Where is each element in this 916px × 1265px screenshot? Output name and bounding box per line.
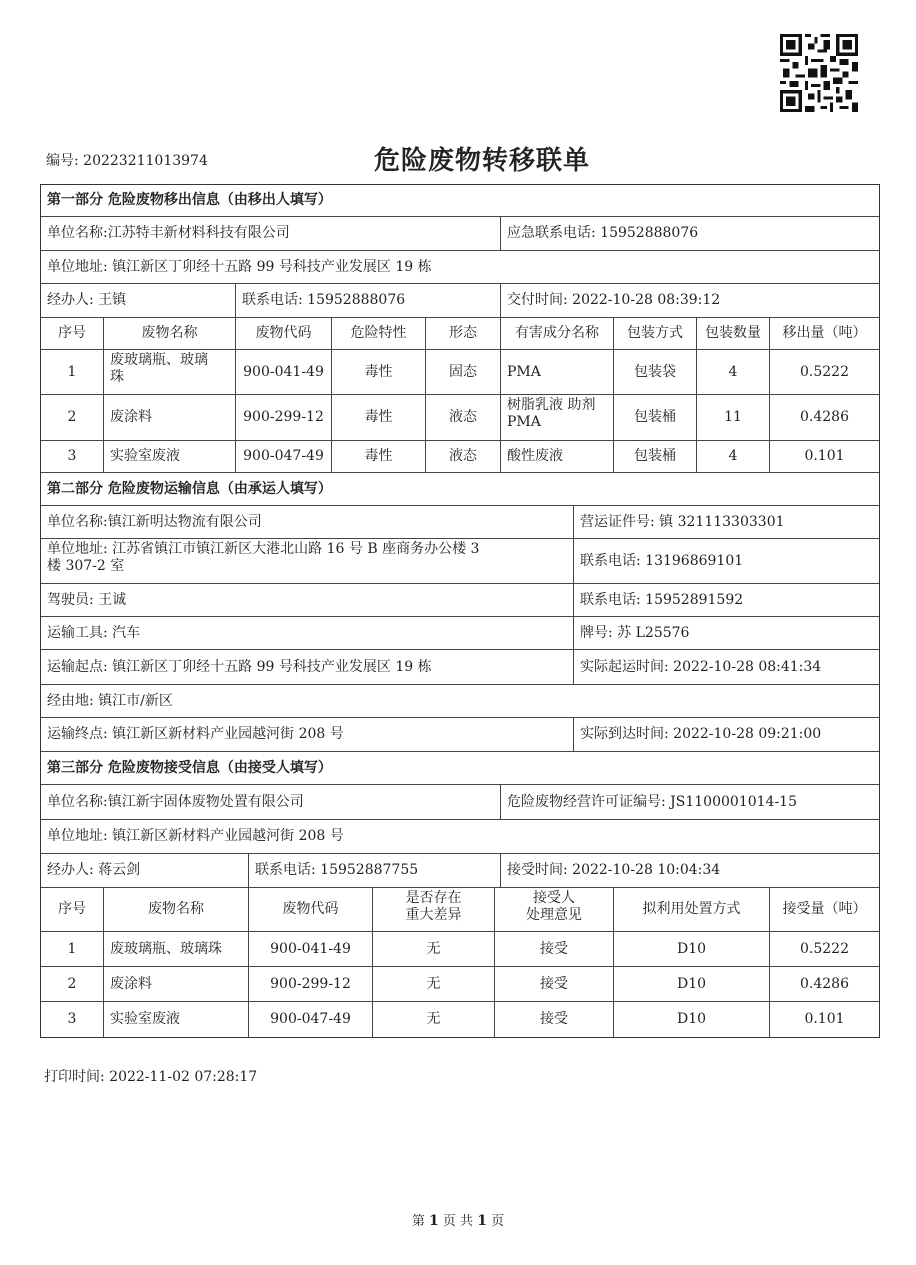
row-waste-name: 实验室废液 [103,441,235,472]
row-waste-code: 900-041-49 [235,350,331,394]
row-received-amount: 0.101 [769,1002,879,1037]
row-no: 2 [67,409,77,425]
row-amount: 0.4286 [769,395,879,440]
header-waste-name: 废物名称 [103,888,248,931]
header-waste-code: 废物代码 [248,888,372,931]
row-no: 1 [67,940,77,957]
table-row [41,441,879,473]
part2-via: 经由地: 镇江市/新区 [47,692,173,709]
row-receiver-opinion: 接受 [494,932,613,966]
part1-handler: 经办人: 王镇 [47,292,127,308]
row-no: 1 [67,363,77,380]
header-no: 序号 [58,325,86,341]
header-hazard: 危险特性 [331,318,425,349]
header-waste-name: 废物名称 [103,318,235,349]
row-waste-code: 900-299-12 [235,395,331,440]
row-waste-code: 900-041-49 [248,932,372,966]
part3-heading-row [41,752,879,785]
row-disposal-method: D10 [613,1002,769,1037]
part1-emergency-phone: 应急联系电话: 15952888076 [500,217,879,250]
row-packaging: 包装袋 [613,350,696,394]
row-waste-name: 废玻璃瓶、玻璃 珠 [103,350,235,394]
part3-unit-row [41,785,879,820]
part2-driver-row [41,584,879,617]
part1-heading-row [41,185,879,217]
row-pack-qty: 4 [696,350,769,394]
row-waste-code: 900-047-49 [248,1002,372,1037]
part2-license: 营运证件号: 镇 321113303301 [573,506,879,538]
document-number: 编号: 20223211013974 [46,153,208,169]
part2-contact-phone1: 联系电话: 13196869101 [573,539,879,583]
page-number: 1 [429,1213,439,1229]
header-pack-qty: 包装数量 [696,318,769,349]
part2-unit-row [41,506,879,539]
row-major-difference: 无 [372,1002,494,1037]
row-pack-qty: 4 [696,441,769,472]
part2-via-row [41,685,879,718]
row-waste-name: 废涂料 [103,395,235,440]
row-packaging: 包装桶 [613,395,696,440]
row-disposal-method: D10 [613,967,769,1001]
transfer-form [40,184,880,1038]
table-row [41,350,879,395]
row-no: 2 [67,975,77,992]
part2-arrive-time: 实际到达时间: 2022-10-28 09:21:00 [573,718,879,751]
part3-permit: 危险废物经营许可证编号: JS1100001014-15 [500,785,879,819]
page-title: 危险废物转移联单 [374,146,591,176]
part3-unit-name: 单位名称:镇江新宇固体废物处置有限公司 [47,793,304,810]
header-receiver-opinion: 接受人 处理意见 [494,888,613,931]
part2-vehicle: 运输工具: 汽车 [47,624,141,641]
part3-address-row [41,820,879,854]
header-packaging: 包装方式 [613,318,696,349]
row-waste-code: 900-299-12 [248,967,372,1001]
part1-table-header [41,318,879,350]
page-footer-mid: 页 共 [442,1214,474,1229]
part2-vehicle-row [41,617,879,650]
header-waste-code: 废物代码 [235,318,331,349]
row-components: PMA [500,350,613,394]
row-receiver-opinion: 接受 [494,1002,613,1037]
page-total: 1 [477,1213,487,1229]
qr-code-icon [780,34,858,112]
row-major-difference: 无 [372,967,494,1001]
header-no: 序号 [58,901,86,917]
part1-address-row [41,251,879,284]
row-major-difference: 无 [372,932,494,966]
row-hazard: 毒性 [331,395,425,440]
part3-handler-row [41,854,879,888]
part2-heading: 第二部分 危险废物运输信息（由承运人填写） [47,480,332,497]
row-components: 酸性废液 [500,441,613,472]
part1-delivery-time: 交付时间: 2022-10-28 08:39:12 [500,284,879,317]
row-amount: 0.101 [769,441,879,472]
header-form: 形态 [425,318,500,349]
row-no: 3 [67,1011,77,1027]
part2-driver: 驾驶员: 王诚 [47,591,127,608]
header-received-amount: 接受量（吨） [769,888,879,931]
header-components: 有害成分名称 [500,318,613,349]
row-components: 树脂乳液 助剂 PMA [500,395,613,440]
part2-destination-row [41,718,879,752]
page-footer-pre: 第 [411,1214,425,1229]
part3-heading: 第三部分 危险废物接受信息（由接受人填写） [47,759,332,776]
row-disposal-method: D10 [613,932,769,966]
part1-unit-name: 单位名称:江苏特丰新材料科技有限公司 [47,225,290,241]
part3-receive-time: 接受时间: 2022-10-28 10:04:34 [500,854,879,887]
row-pack-qty: 11 [696,395,769,440]
row-hazard: 毒性 [331,350,425,394]
part1-handler-row [41,284,879,318]
header-major-difference: 是否存在 重大差异 [372,888,494,931]
part3-contact-phone: 联系电话: 15952887755 [248,854,500,887]
row-form: 液态 [425,395,500,440]
part2-destination: 运输终点: 镇江新区新材料产业园越河街 208 号 [47,726,344,742]
part2-origin: 运输起点: 镇江新区丁卯经十五路 99 号科技产业发展区 19 栋 [47,658,432,675]
part1-unit-row [41,217,879,251]
row-no: 3 [67,448,77,464]
row-received-amount: 0.4286 [769,967,879,1001]
row-receiver-opinion: 接受 [494,967,613,1001]
row-form: 固态 [425,350,500,394]
page-footer-post: 页 [491,1214,505,1229]
part2-unit-address: 单位地址: 江苏省镇江市镇江新区大港北山路 16 号 B 座商务办公楼 3 楼 307-2 室 [47,541,480,574]
row-waste-name: 废玻璃瓶、玻璃珠 [103,932,248,966]
row-amount: 0.5222 [769,350,879,394]
row-waste-name: 废涂料 [103,967,248,1001]
part2-plate: 牌号: 苏 L25576 [573,617,879,649]
row-form: 液态 [425,441,500,472]
print-time: 打印时间: 2022-11-02 07:28:17 [44,1069,258,1085]
part2-unit-name: 单位名称:镇江新明达物流有限公司 [47,513,262,530]
part1-contact-phone: 联系电话: 15952888076 [235,284,500,317]
row-hazard: 毒性 [331,441,425,472]
table-row [41,932,879,967]
page-footer [0,1210,916,1229]
part2-contact-phone2: 联系电话: 15952891592 [573,584,879,616]
header-amount: 移出量（吨） [769,318,879,349]
table-row [41,395,879,441]
part3-handler: 经办人: 蒋云剑 [47,862,141,878]
header-disposal-method: 拟利用处置方式 [613,888,769,931]
table-row [41,967,879,1002]
part3-table-header [41,888,879,932]
row-waste-name: 实验室废液 [103,1002,248,1037]
table-row [41,1002,879,1037]
part3-unit-address: 单位地址: 镇江新区新材料产业园越河街 208 号 [47,828,344,844]
row-waste-code: 900-047-49 [235,441,331,472]
row-packaging: 包装桶 [613,441,696,472]
part2-origin-row [41,650,879,685]
part2-heading-row [41,473,879,506]
part1-unit-address: 单位地址: 镇江新区丁卯经十五路 99 号科技产业发展区 19 栋 [47,258,432,275]
part2-address-row [41,539,879,584]
part1-heading: 第一部分 危险废物移出信息（由移出人填写） [47,192,332,208]
row-received-amount: 0.5222 [769,932,879,966]
part2-depart-time: 实际起运时间: 2022-10-28 08:41:34 [573,650,879,684]
